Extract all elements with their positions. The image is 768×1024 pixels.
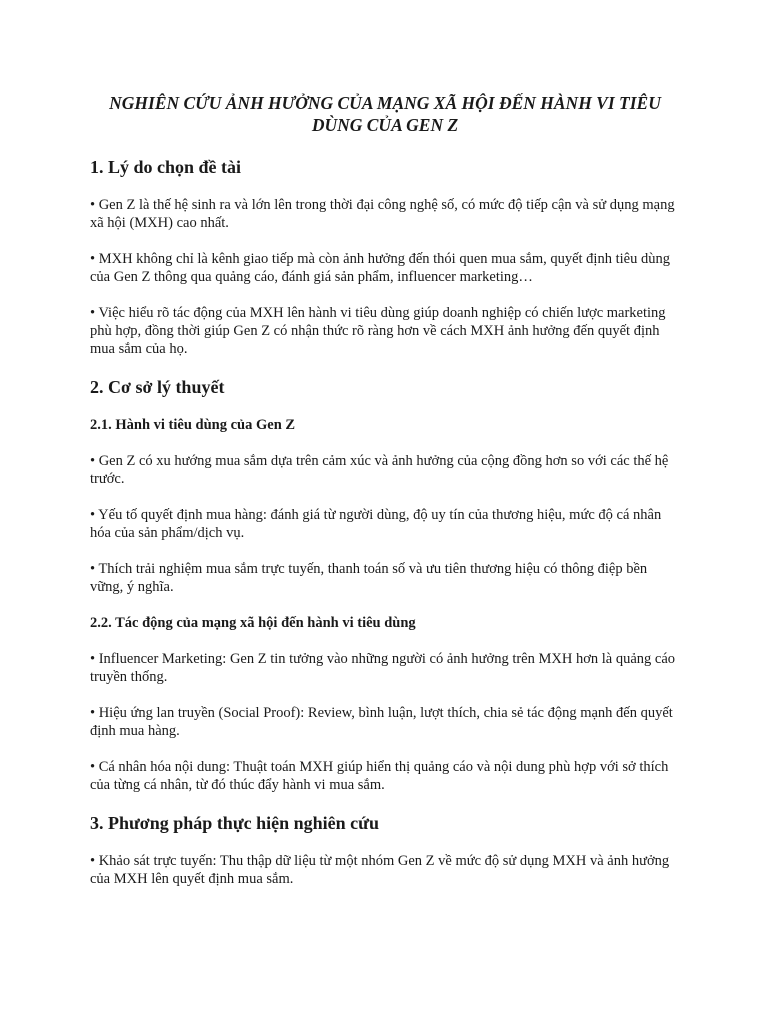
paragraph: • Khảo sát trực tuyến: Thu thập dữ liệu từ một nhóm Gen Z về mức độ sử dụng MXH và ảnh hưởng của MXH lên quyết định mua sắm.: [90, 853, 670, 887]
paragraph: • Gen Z có xu hướng mua sắm dựa trên cảm xúc và ảnh hưởng của cộng đồng hơn so với các thế hệ trước.: [90, 453, 669, 487]
paragraph: • Hiệu ứng lan truyền (Social Proof): Review, bình luận, lượt thích, chia sẻ tác động mạnh đến quyết định mua hàng.: [90, 705, 673, 739]
paragraph: • Thích trải nghiệm mua sắm trực tuyến, thanh toán số và ưu tiên thương hiệu có thông điệp bền vững, ý nghĩa.: [90, 561, 648, 595]
paragraph: • Gen Z là thế hệ sinh ra và lớn lên trong thời đại công nghệ số, có mức độ tiếp cận và sử dụng mạng xã hội (MXH) cao nhất.: [90, 197, 675, 231]
document-title: NGHIÊN CỨU ẢNH HƯỞNG CỦA MẠNG XÃ HỘI ĐẾN HÀNH VI TIÊU DÙNG CỦA GEN Z: [109, 93, 661, 135]
paragraph: • Cá nhân hóa nội dung: Thuật toán MXH giúp hiển thị quảng cáo và nội dung phù hợp với sở thích của từng cá nhân, từ đó thúc đẩy hành vi mua sắm.: [90, 759, 669, 793]
subsection-heading-2-2: 2.2. Tác động của mạng xã hội đến hành vi tiêu dùng: [90, 615, 416, 631]
paragraph: • Yếu tố quyết định mua hàng: đánh giá từ người dùng, độ uy tín của thương hiệu, mức độ cá nhân hóa của sản phẩm/dịch vụ.: [90, 507, 662, 541]
paragraph: • MXH không chỉ là kênh giao tiếp mà còn ảnh hưởng đến thói quen mua sắm, quyết định tiêu dùng của Gen Z thông qua quảng cáo, đánh giá sản phẩm, influencer marketing…: [90, 251, 670, 285]
section-heading-2: 2. Cơ sở lý thuyết: [90, 377, 225, 397]
section-heading-1: 1. Lý do chọn đề tài: [90, 157, 242, 177]
paragraph: • Việc hiểu rõ tác động của MXH lên hành vi tiêu dùng giúp doanh nghiệp có chiến lược marketing phù hợp, đồng thời giúp Gen Z có nhận thức rõ ràng hơn về cách MXH ảnh hưởng đến quyết định mua sắm của họ.: [90, 305, 666, 357]
section-heading-3: 3. Phương pháp thực hiện nghiên cứu: [90, 813, 379, 833]
subsection-heading-2-1: 2.1. Hành vi tiêu dùng của Gen Z: [90, 417, 296, 433]
paragraph: • Influencer Marketing: Gen Z tin tưởng vào những người có ảnh hưởng trên MXH hơn là quảng cáo truyền thống.: [90, 651, 676, 685]
